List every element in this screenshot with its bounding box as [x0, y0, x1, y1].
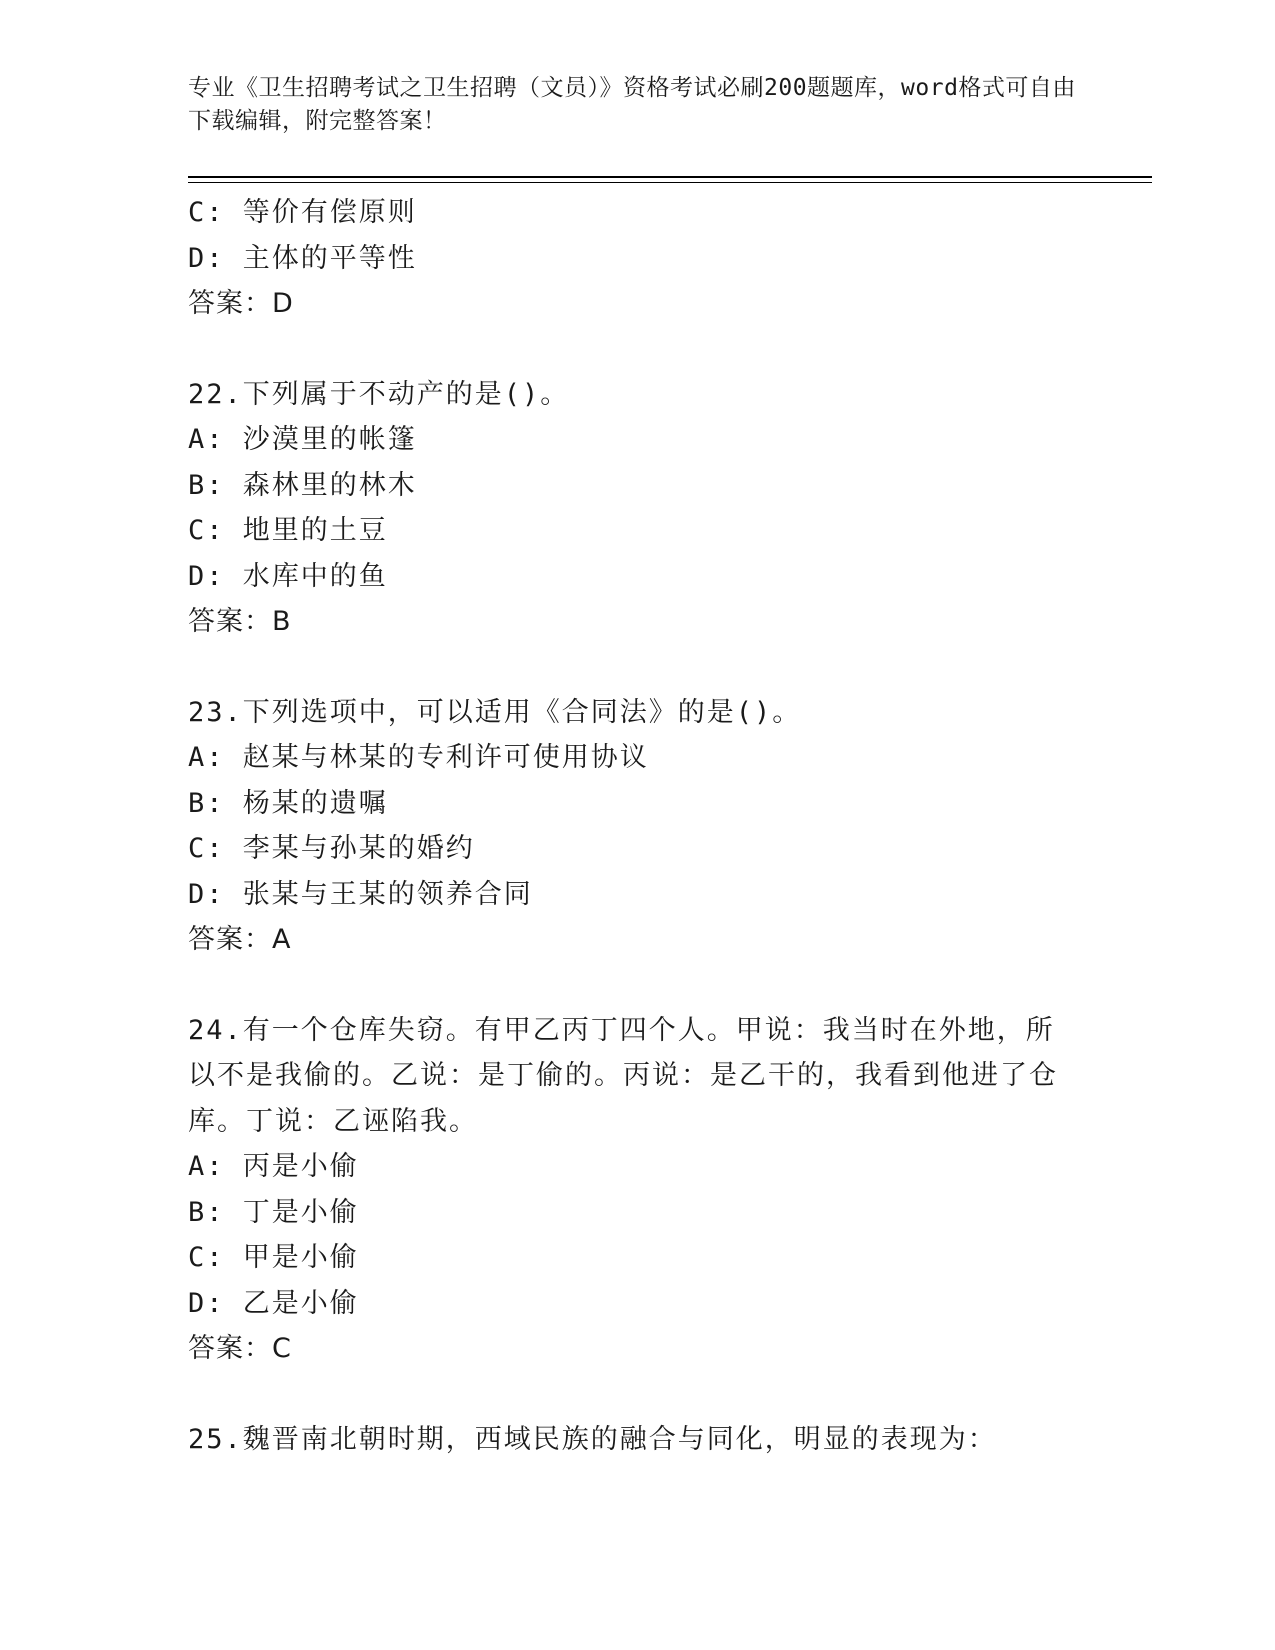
option-d: D: 主体的平等性 [188, 242, 417, 274]
option-d: D: 张某与王某的领养合同 [188, 878, 533, 910]
question-23 [188, 690, 1088, 963]
option-a: A: 沙漠里的帐篷 [188, 424, 417, 455]
option-c: C: 李某与孙某的婚约 [188, 833, 475, 864]
answer-line: 答案：D [188, 288, 294, 319]
answer-line: 答案：A [188, 924, 292, 955]
question-stem: 22.下列属于不动产的是()。 [188, 378, 570, 410]
answer-line: 答案：C [188, 1333, 292, 1364]
document-body [188, 190, 1088, 1462]
answer-line: 答案：B [188, 606, 292, 637]
document-header: 专业《卫生招聘考试之卫生招聘（文员）》资格考试必刷200题题库，word格式可自由下载编辑，附完整答案！ [188, 75, 1076, 134]
option-d: D: 乙是小偷 [188, 1287, 359, 1319]
option-a: A: 丙是小偷 [188, 1151, 359, 1182]
header-divider-thick [188, 176, 1152, 178]
header-divider-thin [188, 182, 1152, 183]
option-d: D: 水库中的鱼 [188, 560, 388, 592]
option-a: A: 赵某与林某的专利许可使用协议 [188, 742, 649, 773]
option-b: B: 丁是小偷 [188, 1196, 359, 1228]
option-c: C: 甲是小偷 [188, 1242, 359, 1273]
question-22 [188, 372, 1088, 645]
option-c: C: 地里的土豆 [188, 515, 388, 546]
option-b: B: 杨某的遗嘱 [188, 787, 388, 819]
question-stem: 23.下列选项中，可以适用《合同法》的是()。 [188, 696, 802, 728]
question-25 [188, 1417, 1088, 1463]
question-stem: 24.有一个仓库失窃。有甲乙丙丁四个人。甲说：我当时在外地，所以不是我偷的。乙说：是丁偷的。丙说：是乙干的，我看到他进了仓库。丁说：乙诬陷我。 [188, 1014, 1058, 1137]
question-24 [188, 1008, 1088, 1372]
option-b: B: 森林里的林木 [188, 469, 417, 501]
option-c: C: 等价有偿原则 [188, 197, 417, 228]
question-stem: 25.魏晋南北朝时期，西域民族的融合与同化，明显的表现为： [188, 1423, 997, 1455]
